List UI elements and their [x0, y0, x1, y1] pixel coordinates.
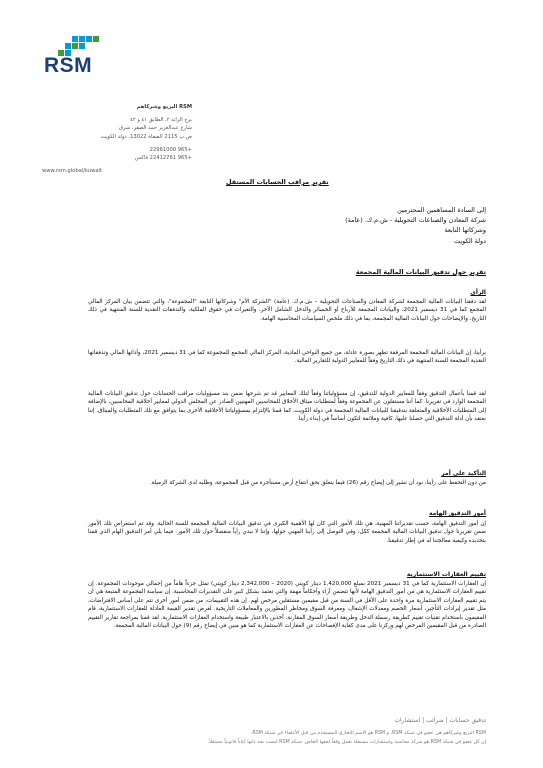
- recipient-line: دولة الكويت: [454, 236, 486, 245]
- report-title: تقرير مراقب الحسابات المستقل: [226, 178, 329, 186]
- investment-property-heading: تقييم العقارات الاستثمارية: [406, 571, 486, 578]
- investment-property-paragraph: إن العقارات الاستثمارية كما في 31 ديسمبر 2021 بمبلغ 1,420,000 دينار كويتي (2020 – 2,342,000 دينار كويتي) تمثل جزءاً هاماً من إجمالي موجودات المجموعة. إن تقييم العقارات الاستثمارية هي من أمور التدقيق الهامة لأنها تتضمن آراء وأحكاماً مهمة والتي تعتمد بشكل كبير على التقديرات المحاسبية. إن سياسة المجموعة المتبعة هي أن يتم تقييم العقارات الاستثمارية مرة واحدة على الأقل في السنة من قبل مقيمين مستقلين مرخص لهم. إن هذه التقييمات، من ضمن أمور أخرى تتم على أساس الافتراضات، مثل تقدير إيرادات التأجير، أسعار الخصم ومعدلات الإشغال، ومعرفة السوق ومخاطر المطورين والمعاملات التاريخية. لغرض تقدير القيمة العادلة للعقارات الاستثمارية، قام المقيمون باستخدام تقنيات تقييم كطريقة رسملة الدخل وطريقة أسعار السوق المقارنة، آخذين بالاعتبار طبيعة واستخدام العقارات الاستثمارية. لقد قمنا بمراجعة تقارير التقييم الصادرة من قبل المقيمين المرخص لهم وركزنا على مدى كفاية الإفصاحات عن العقارات الاستثمارية كما هو مبين في إيضاح رقم (9) حول البيانات المالية المجمعة.: [88, 581, 486, 630]
- opinion-heading: الرأي: [470, 289, 486, 296]
- footer-disclaimer: [44, 730, 486, 747]
- kam-heading: أمور التدقيق الهامة: [428, 510, 486, 517]
- firm-name: RSM البزيع وشركاهم: [136, 104, 192, 110]
- footer-note-line: إن كل عضو في شبكة RSM هو شركة محاسبة واستشارات مستقلة تعمل وفقاً لحقها الخاص. شبكة RSM ليست بحد ذاتها كياناً قانونياً مستقلاً.: [207, 739, 486, 745]
- address-line: برج الراية ٢، الطابق ٤١ و ٤٢: [130, 117, 192, 124]
- firm-address-block: [42, 103, 192, 175]
- website-link[interactable]: www.rsm.global/kuwait: [42, 168, 103, 175]
- opinion-statement: برأينا، إن البيانات المالية المجمعة المرفقة تظهر بصورة عادلة، من جميع النواحي المادية، المركز المالي المجمع للمجموعة كما في 31 ديسمبر 2021، وأدائها المالي وتدفقاتها النقدية المجمعة للسنة المنتهية في ذلك التاريخ وفقاً للمعايير الدولية للتقارير المالية.: [88, 350, 486, 365]
- emphasis-paragraph: من دون التحفظ على رأينا، نود أن نشير إلى إيضاح رقم (26) فيما يتعلق بحق انتفاع أرض مستأجرة من قبل المجموعة، وطلبه لدى الشركة الزميلة.: [149, 480, 486, 486]
- section-heading: تقرير حول تدقيق البيانات المالية المجمعة: [355, 268, 486, 276]
- recipient-line: وشركاتها التابعة: [444, 226, 486, 235]
- recipient-line: شركة المعادن والصناعات التحويلية - ش.م.ك. (عامة): [345, 216, 486, 225]
- recipients-block: [345, 205, 486, 246]
- emphasis-heading: التأكيد على أمر: [441, 470, 486, 477]
- phone-number: +965 22961000: [149, 146, 192, 153]
- kam-paragraph: إن أمور التدقيق الهامة، حسب تقديراتنا المهنية، هي تلك الأمور التي كان لها الأهمية الكبرى في تدقيق البيانات المالية المجمعة للسنة الحالية. وقد تم استعراض تلك الأمور ضمن تقريرنا حول تدقيق البيانات المالية المجمعة ككل، وفي التوصل إلى رأينا المهني حولها، وإننا لا نبدي رأياً منفصلاً حول تلك الأمور. فيما يلي أمر التدقيق الهام الذي قمنا بتحديده وكيفية معالجتنا له في إطار تدقيقنا.: [88, 521, 486, 544]
- basis-paragraph: لقد قمنا بأعمال التدقيق وفقاً للمعايير الدولية للتدقيق، إن مسؤولياتنا وفقاً لتلك المعايير قد تم شرحها ضمن بند مسؤوليات مراقب الحسابات حول تدقيق البيانات المالية المجمعة الوارد في تقريرنا. كما أننا مستقلون عن المجموعة وفقاً لمتطلبات ميثاق الأخلاق للمحاسبين المهنيين الصادر عن المجلس الدولي لمعايير أخلاقية المحاسبين، بالإضافة إلى المتطلبات الأخلاقية والمتعلقة بتدقيقنا للبيانات المالية المجمعة في دولة الكويت، كما قمنا بالإلتزام بمسؤولياتنا الأخلاقية الأخرى بما يتوافق مع تلك المتطلبات والميثاق. إننا نعتقد بأن أدلة التدقيق التي حصلنا عليها، كافية وملائمة لتكون أساساً في إبداء رأينا.: [88, 391, 486, 423]
- recipient-line: إلى السادة المساهمين المحترمين: [397, 206, 486, 214]
- footer-note-line: RSM البزيع وشركاهم هي عضو في شبكة RSM، و RSM هو الاسم التجاري المستخدم من قبل الأعضاء في شبكة RSM.: [250, 731, 486, 736]
- fax-number: +965 22412761 فاكس: [134, 155, 192, 162]
- footer-services: تدقيق حسابات | ضرائب | استشارات: [394, 717, 486, 724]
- address-line: ص.ب 2115 الصفاة 13022، دولة الكويت: [100, 133, 192, 140]
- opinion-paragraph: لقد دققنا البيانات المالية المجمعة لشركة المعادن والصناعات التحويلية – ش.م.ك. (عامة) "الشركة الأم" وشركاتها التابعة "المجموعة"، والتي تتضمن بيان المركز المالي المجمع كما في 31 ديسمبر 2021، والبيانات المجمعة للأرباح أو الخسائر والدخل الشامل الآخر، والتغيرات في حقوق الملكية، والتدفقات النقدية للسنة المنتهية في ذلك التاريخ، والإيضاحات حول البيانات المالية المجمعة، بما في ذلك ملخص السياسات المحاسبية الهامة.: [88, 299, 486, 322]
- logo-wordmark: RSM: [44, 54, 93, 77]
- address-line: شارع عبدالعزيز حمد الصقر، شرق: [118, 125, 192, 132]
